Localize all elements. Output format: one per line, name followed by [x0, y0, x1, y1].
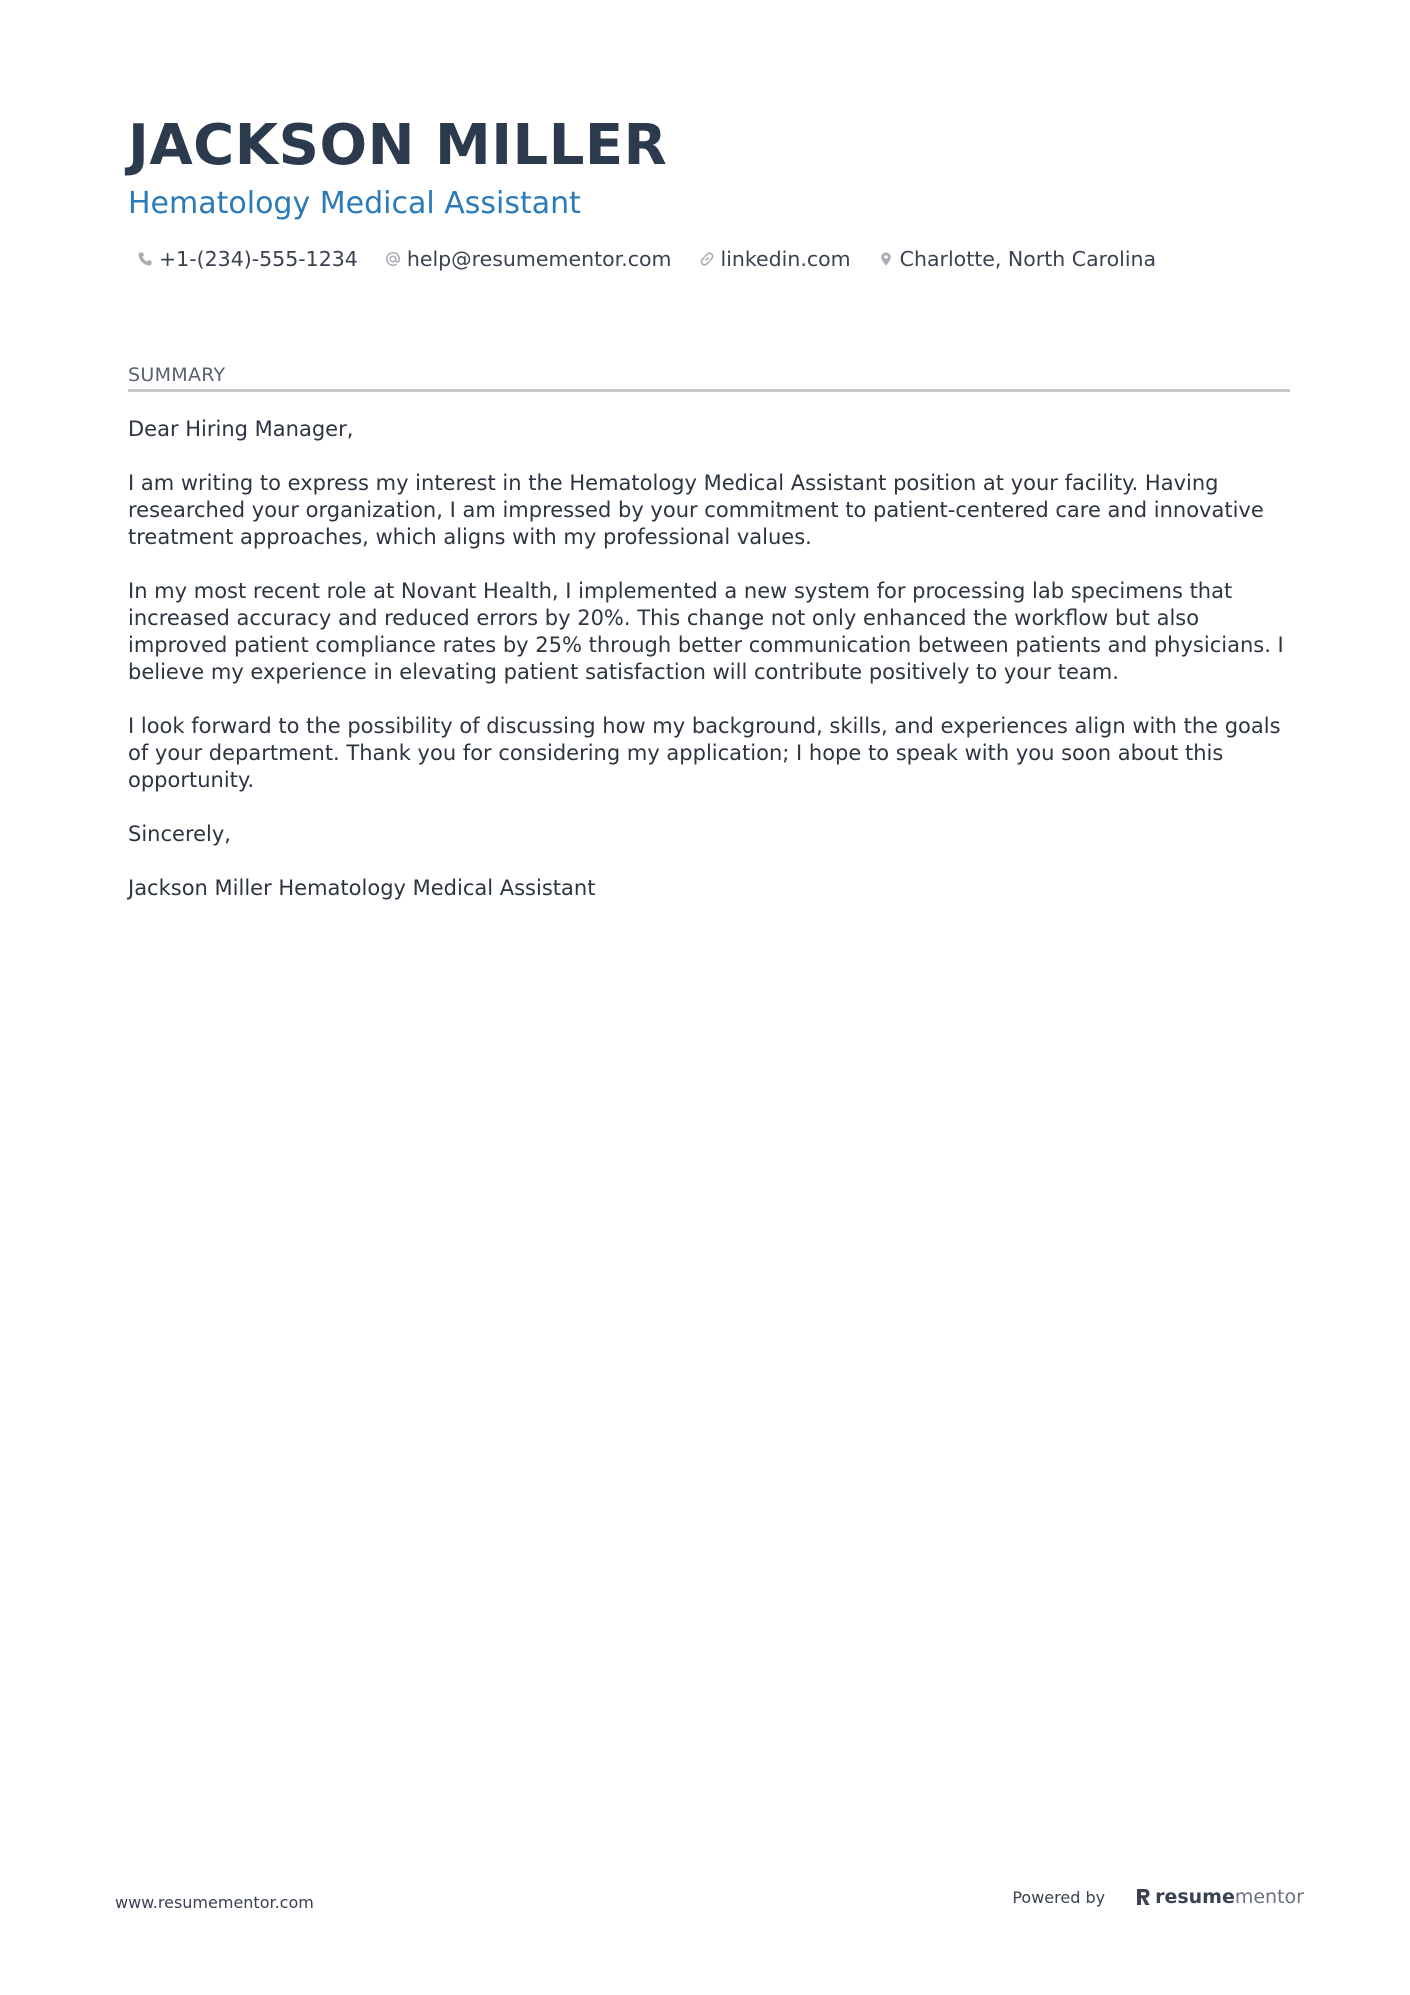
letter-paragraph: In my most recent role at Novant Health, I implemented a new system for processing lab specimens that increased accuracy and reduced errors by 20%. This change not only enhanced the workflow but also improved patient compliance rates by 25% through better communication between patients and physicians. I believe my experience in elevating patient satisfaction will contribute positively to your team.: [128, 579, 1284, 684]
contact-location: [877, 247, 1156, 271]
powered-by-label: Powered by: [1012, 1887, 1106, 1907]
letter-signature: Jackson Miller Hematology Medical Assistant: [128, 876, 596, 900]
resume-page: [128, 110, 1290, 929]
brand-name-light: mentor: [1234, 1886, 1304, 1908]
email-text[interactable]: help@resumementor.com: [406, 247, 672, 271]
letter-paragraph: I look forward to the possibility of discussing how my background, skills, and experiences align with the goals of your department. Thank you for considering my application; I hope to speak with you soon about this opportunity.: [128, 714, 1281, 792]
letter-closing: Sincerely,: [128, 822, 231, 846]
resumementor-logo-icon: [1135, 1887, 1151, 1907]
contact-phone: [136, 247, 358, 271]
footer-website-link[interactable]: www.resumementor.com: [115, 1893, 314, 1912]
brand-logo-link[interactable]: [1135, 1886, 1304, 1908]
location-pin-icon: [877, 250, 895, 268]
job-title: Hematology Medical Assistant: [128, 186, 581, 221]
at-icon: [384, 250, 402, 268]
letter-greeting: Dear Hiring Manager,: [128, 417, 354, 441]
contact-bar: [128, 244, 1290, 274]
footer-branding: [1012, 1886, 1304, 1908]
brand-name-bold: resume: [1155, 1886, 1235, 1908]
phone-icon: [136, 250, 154, 268]
contact-linkedin[interactable]: [698, 247, 851, 271]
linkedin-text[interactable]: linkedin.com: [720, 247, 851, 271]
letter-paragraph: I am writing to express my interest in the Hematology Medical Assistant position at your facility. Having researched your organization, I am impressed by your commitment to patient-centered care and innovative treatment approaches, which aligns with my professional values.: [128, 471, 1264, 549]
link-icon: [698, 250, 716, 268]
contact-email[interactable]: [384, 247, 672, 271]
section-heading-summary: SUMMARY: [128, 364, 226, 386]
phone-text: +1-(234)-555-1234: [159, 247, 358, 271]
location-text: Charlotte, North Carolina: [899, 247, 1157, 271]
candidate-name: JACKSON MILLER: [128, 113, 668, 178]
cover-letter-body: [128, 416, 1290, 902]
section-divider: [128, 389, 1290, 392]
